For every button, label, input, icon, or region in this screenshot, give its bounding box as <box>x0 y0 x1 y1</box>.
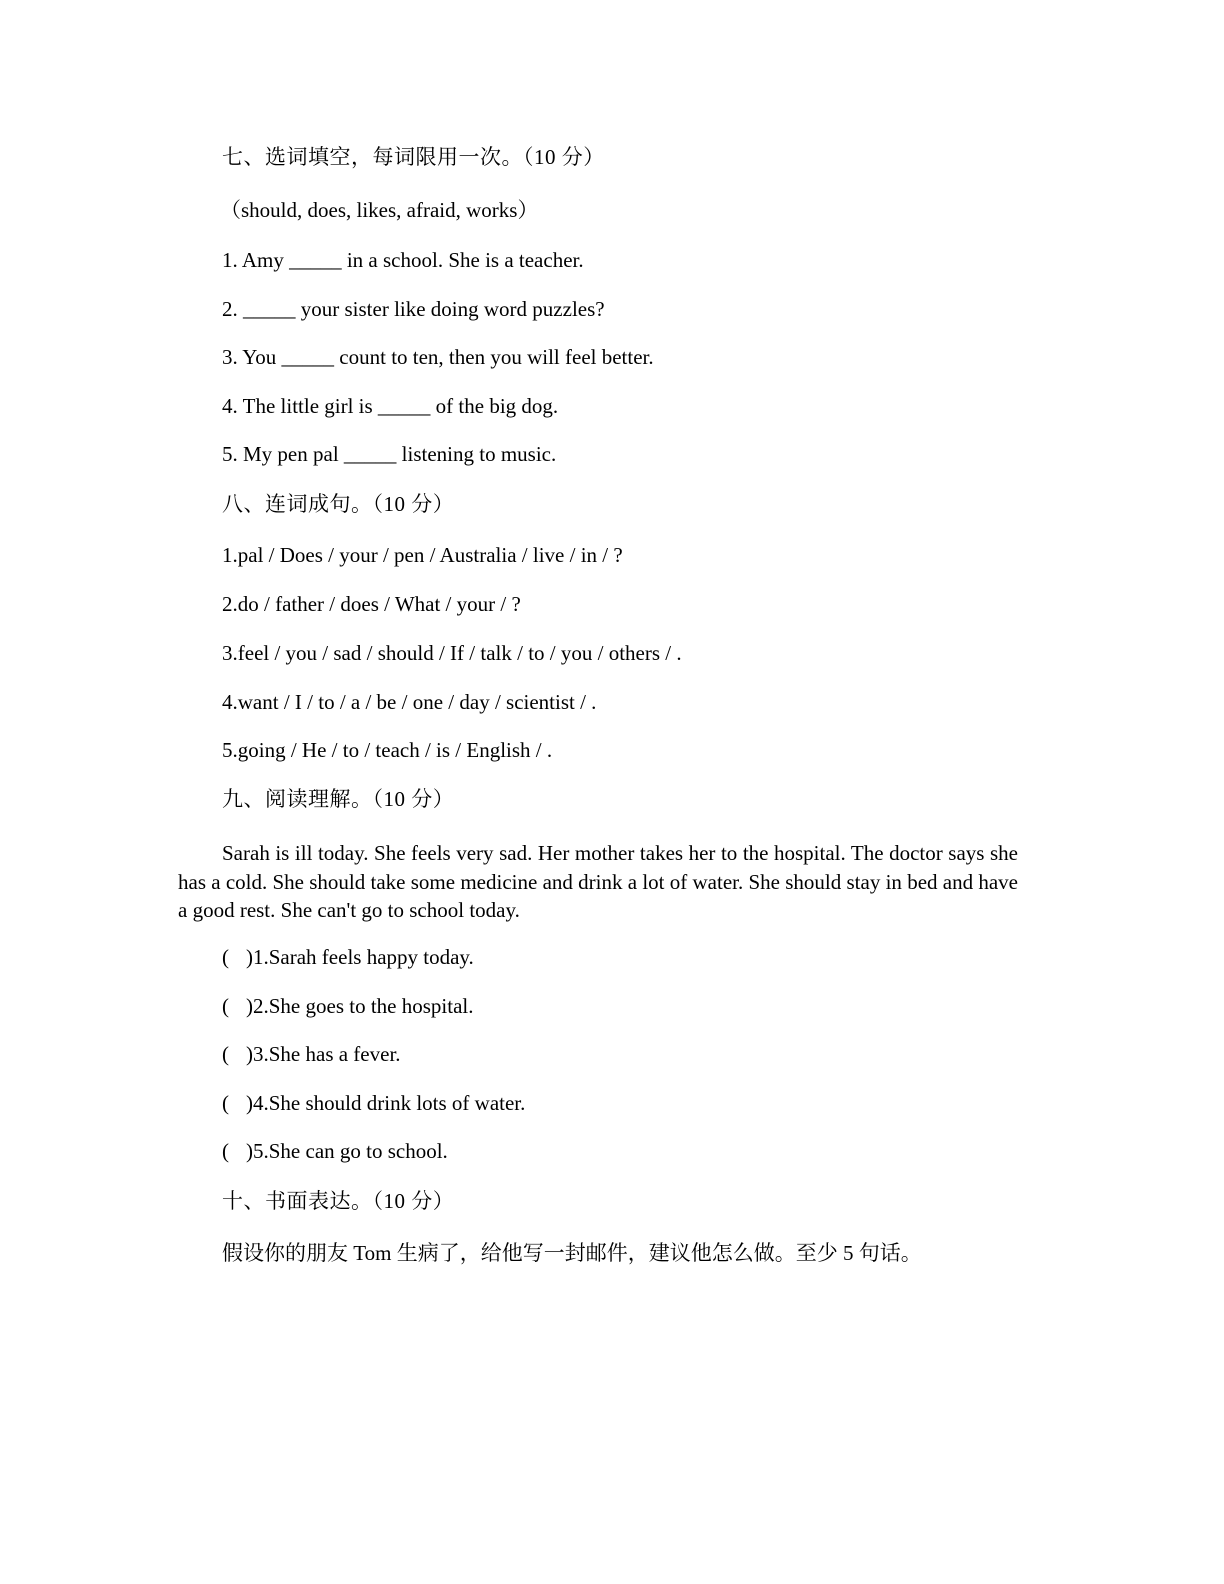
sentence-item-2: 2.do / father / does / What / your / ? <box>222 592 521 616</box>
fill-blank-item-5: 5. My pen pal _____ listening to music. <box>222 442 557 466</box>
true-false-text: )3.She has a fever. <box>246 1042 401 1066</box>
sentence-item-5: 5.going / He / to / teach / is / English / . <box>222 738 553 762</box>
sentence-item-4: 4.want / I / to / a / be / one / day / scientist / . <box>222 690 597 714</box>
true-false-item-4 <box>222 1091 525 1115</box>
section-10-title: 十、书面表达。（10 分） <box>222 1189 455 1213</box>
section-7-title: 七、选词填空，每词限用一次。（10 分） <box>222 145 605 169</box>
true-false-item-5 <box>222 1139 448 1163</box>
true-false-text: )2.She goes to the hospital. <box>246 994 474 1018</box>
answer-paren: ( <box>222 945 229 969</box>
fill-blank-item-3: 3. You _____ count to ten, then you will feel better. <box>222 345 654 369</box>
section-8-title: 八、连词成句。（10 分） <box>222 492 455 516</box>
true-false-item-3 <box>222 1042 401 1066</box>
true-false-item-2 <box>222 994 473 1018</box>
word-bank: （should, does, likes, afraid, works） <box>220 198 539 222</box>
fill-blank-item-4: 4. The little girl is _____ of the big dog. <box>222 394 559 418</box>
true-false-text: )5.She can go to school. <box>246 1139 448 1163</box>
true-false-item-1 <box>222 945 474 969</box>
section-9-title: 九、阅读理解。（10 分） <box>222 787 455 811</box>
writing-prompt: 假设你的朋友 Tom 生病了，给他写一封邮件，建议他怎么做。至少 5 句话。 <box>222 1241 922 1265</box>
answer-paren: ( <box>222 1139 229 1163</box>
answer-paren: ( <box>222 994 229 1018</box>
fill-blank-item-1: 1. Amy _____ in a school. She is a teacher. <box>222 248 584 272</box>
fill-blank-item-2: 2. _____ your sister like doing word puzzles? <box>222 297 605 321</box>
answer-paren: ( <box>222 1042 229 1066</box>
true-false-text: )4.She should drink lots of water. <box>246 1091 526 1115</box>
answer-paren: ( <box>222 1091 229 1115</box>
sentence-item-3: 3.feel / you / sad / should / If / talk / to / you / others / . <box>222 641 682 665</box>
reading-passage: Sarah is ill today. She feels very sad. Her mother takes her to the hospital. The doctor says she has a cold. She should take some medicine and drink a lot of water. She should stay in bed and have a good rest. She can't go to school today. <box>178 841 1018 923</box>
sentence-item-1: 1.pal / Does / your / pen / Australia / live / in / ? <box>222 543 623 567</box>
true-false-text: )1.Sarah feels happy today. <box>246 945 474 969</box>
